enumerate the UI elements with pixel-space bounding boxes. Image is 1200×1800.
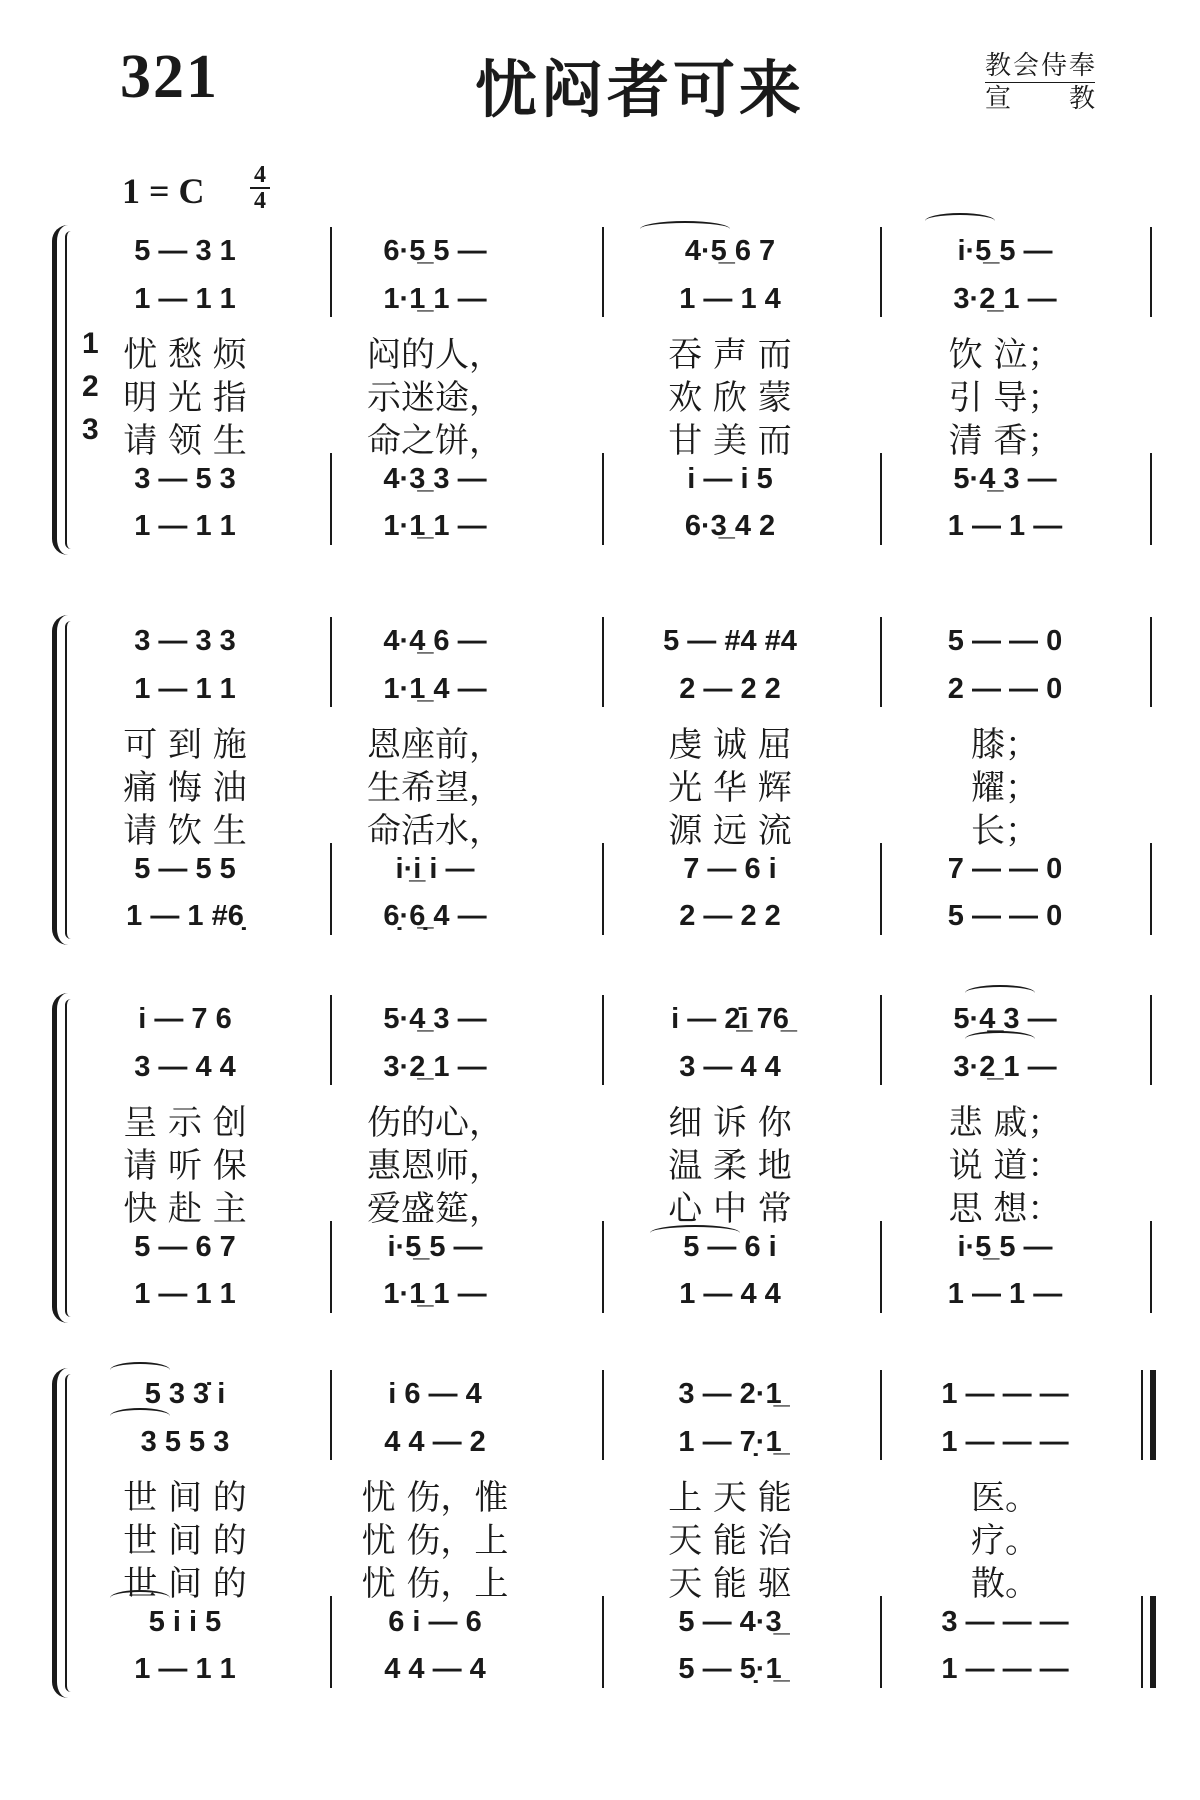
slur-mark bbox=[925, 213, 995, 229]
slur-mark bbox=[965, 1031, 1035, 1047]
notation-measure: 5 — — 0 bbox=[947, 900, 1063, 932]
notation-measure: 4 4 — 2 bbox=[384, 1426, 486, 1458]
hymn-number: 321 bbox=[120, 43, 219, 111]
notation-measure: 3 — 5 3 bbox=[134, 463, 236, 495]
barline bbox=[330, 227, 332, 317]
lyric-measure: 世 间 的 bbox=[123, 1478, 247, 1518]
lyric-measure: 医。 bbox=[971, 1478, 1039, 1518]
lyric-measure: 说 道： bbox=[948, 1146, 1062, 1186]
notation-measure: 6·5̲ 5 — bbox=[383, 235, 487, 267]
lyric-measure: 生希望， bbox=[367, 768, 503, 808]
time-signature bbox=[250, 163, 270, 213]
lyric-measure: 膝； bbox=[971, 725, 1039, 765]
barline bbox=[880, 843, 882, 935]
notation-measure: 1 — — — bbox=[941, 1426, 1069, 1458]
barline bbox=[1150, 1221, 1152, 1313]
lyric-measure: 甘 美 而 bbox=[668, 421, 792, 461]
final-barline-thin bbox=[1141, 1596, 1143, 1688]
notation-measure: 2 — — 0 bbox=[947, 673, 1063, 705]
time-signature-bottom: 4 bbox=[254, 188, 266, 214]
barline bbox=[602, 617, 604, 707]
notation-measure: 5 — #4 #4 bbox=[663, 625, 797, 657]
notation-measure: 3 — 2·1̲ bbox=[678, 1378, 782, 1410]
notation-measure: 4·4̲ 6 — bbox=[383, 625, 487, 657]
slur-mark bbox=[650, 1225, 740, 1241]
barline bbox=[330, 1221, 332, 1313]
credit-line: 教会侍奉 bbox=[985, 51, 1095, 81]
notation-measure: 5 3 3̇ i bbox=[144, 1378, 226, 1410]
system-brace bbox=[52, 225, 75, 555]
lyric-measure: 细 诉 你 bbox=[668, 1103, 792, 1143]
lyric-measure: 吞 声 而 bbox=[668, 335, 792, 375]
slur-mark bbox=[640, 221, 730, 237]
lyric-measure: 爱盛筵， bbox=[367, 1189, 503, 1229]
lyric-measure: 伤的心， bbox=[367, 1103, 503, 1143]
final-barline bbox=[1150, 1370, 1156, 1460]
system-brace bbox=[52, 993, 75, 1323]
lyric-measure: 源 远 流 bbox=[668, 811, 792, 851]
lyric-measure: 世 间 的 bbox=[123, 1521, 247, 1561]
lyric-measure: 光 华 辉 bbox=[668, 768, 792, 808]
notation-measure: 7 — 6 i bbox=[683, 853, 777, 885]
barline bbox=[1150, 995, 1152, 1085]
notation-measure: 1·1̲ 4 — bbox=[383, 673, 487, 705]
lyric-measure: 长； bbox=[971, 811, 1039, 851]
barline bbox=[1150, 617, 1152, 707]
notation-measure: i·5̲ 5 — bbox=[957, 235, 1053, 267]
notation-measure: 3·2̲ 1 — bbox=[953, 283, 1057, 315]
barline bbox=[880, 1221, 882, 1313]
barline bbox=[880, 453, 882, 545]
notation-measure: 1 — — — bbox=[941, 1378, 1069, 1410]
barline bbox=[330, 453, 332, 545]
barline bbox=[602, 227, 604, 317]
notation-measure: 4·3̲ 3 — bbox=[383, 463, 487, 495]
notation-measure: 1 — 1 4 bbox=[679, 283, 781, 315]
hymn-credits bbox=[985, 50, 1095, 115]
notation-measure: 5 — 3 1 bbox=[134, 235, 236, 267]
key-signature: 1 = C bbox=[122, 171, 205, 211]
lyric-measure: 命之饼， bbox=[367, 421, 503, 461]
notation-measure: 1 — 1 — bbox=[947, 510, 1063, 542]
notation-measure: 6̣·6̣̲ 4 — bbox=[383, 900, 487, 932]
notation-measure: 5·4̲ 3 — bbox=[953, 463, 1057, 495]
notation-measure: 6·3̲ 4 2 bbox=[684, 510, 776, 542]
lyric-measure: 清 香； bbox=[948, 421, 1062, 461]
notation-measure: 4·5̲ 6 7 bbox=[684, 235, 776, 267]
barline bbox=[330, 1370, 332, 1460]
system-brace bbox=[52, 615, 75, 945]
notation-measure: 1 — — — bbox=[941, 1653, 1069, 1685]
notation-measure: 1 — 1 1 bbox=[134, 1278, 236, 1310]
lyric-measure: 痛 悔 油 bbox=[123, 768, 247, 808]
barline bbox=[880, 227, 882, 317]
barline bbox=[602, 1370, 604, 1460]
notation-measure: 3 — 4 4 bbox=[134, 1051, 236, 1083]
time-signature-top: 4 bbox=[254, 162, 266, 188]
lyric-measure: 散。 bbox=[971, 1564, 1039, 1604]
slur-mark bbox=[110, 1362, 170, 1378]
barline bbox=[602, 995, 604, 1085]
lyric-measure: 悲 戚； bbox=[948, 1103, 1062, 1143]
notation-measure: 1 — 7̣·1̲ bbox=[678, 1426, 782, 1458]
lyric-measure: 请 饮 生 bbox=[123, 811, 247, 851]
barline bbox=[880, 995, 882, 1085]
lyric-measure: 上 天 能 bbox=[668, 1478, 792, 1518]
notation-measure: i·i̲ i — bbox=[395, 853, 475, 885]
notation-measure: 5 — 5̣·1̲ bbox=[678, 1653, 782, 1685]
final-barline bbox=[1150, 1596, 1156, 1688]
notation-measure: 1 — 1 — bbox=[947, 1278, 1063, 1310]
lyric-measure: 可 到 施 bbox=[123, 725, 247, 765]
barline bbox=[602, 843, 604, 935]
lyric-measure: 饮 泣； bbox=[948, 335, 1062, 375]
barline bbox=[330, 843, 332, 935]
notation-measure: 5 — — 0 bbox=[947, 625, 1063, 657]
slur-mark bbox=[110, 1590, 170, 1606]
lyric-measure: 忧 伤，惟 bbox=[361, 1478, 509, 1518]
lyric-measure: 忧 伤，上 bbox=[361, 1564, 509, 1604]
lyric-measure: 闷的人， bbox=[367, 335, 503, 375]
barline bbox=[330, 995, 332, 1085]
barline bbox=[1150, 227, 1152, 317]
barline bbox=[1150, 453, 1152, 545]
notation-measure: i·5̲ 5 — bbox=[957, 1231, 1053, 1263]
notation-measure: 5 — 6 7 bbox=[134, 1231, 236, 1263]
notation-measure: 1 — 1 1 bbox=[134, 283, 236, 315]
verse-number: 1 bbox=[82, 327, 99, 360]
notation-measure: 5 i i 5 bbox=[148, 1606, 222, 1638]
notation-measure: 5·4̲ 3 — bbox=[383, 1003, 487, 1035]
barline bbox=[602, 1596, 604, 1688]
lyric-measure: 欢 欣 蒙 bbox=[668, 378, 792, 418]
barline bbox=[880, 617, 882, 707]
notation-measure: 1 — 1 1 bbox=[134, 510, 236, 542]
credit-line: 宣 教 bbox=[985, 84, 1095, 114]
lyric-measure: 心 中 常 bbox=[668, 1189, 792, 1229]
notation-measure: 2 — 2 2 bbox=[679, 673, 781, 705]
notation-measure: 4 4 — 4 bbox=[384, 1653, 486, 1685]
lyric-measure: 命活水， bbox=[367, 811, 503, 851]
barline bbox=[602, 1221, 604, 1313]
notation-measure: 3 — 4 4 bbox=[679, 1051, 781, 1083]
notation-measure: 3·2̲ 1 — bbox=[953, 1051, 1057, 1083]
lyric-measure: 疗。 bbox=[971, 1521, 1039, 1561]
barline bbox=[1150, 843, 1152, 935]
lyric-measure: 天 能 驱 bbox=[668, 1564, 792, 1604]
lyric-measure: 快 赴 主 bbox=[123, 1189, 247, 1229]
notation-measure: 1 — 1 #6̣ bbox=[126, 900, 244, 932]
notation-measure: 3·2̲ 1 — bbox=[383, 1051, 487, 1083]
lyric-measure: 示迷途， bbox=[367, 378, 503, 418]
barline bbox=[880, 1596, 882, 1688]
notation-measure: 1 — 1 1 bbox=[134, 673, 236, 705]
notation-measure: 7 — — 0 bbox=[947, 853, 1063, 885]
lyric-measure: 温 柔 地 bbox=[668, 1146, 792, 1186]
notation-measure: i 6 — 4 bbox=[388, 1378, 482, 1410]
lyric-measure: 耀； bbox=[971, 768, 1039, 808]
notation-measure: i — 7 6 bbox=[138, 1003, 232, 1035]
notation-measure: 1 — 1 1 bbox=[134, 1653, 236, 1685]
verse-number: 2 bbox=[82, 370, 99, 403]
notation-measure: i·5̲ 5 — bbox=[387, 1231, 483, 1263]
lyric-measure: 忧 愁 烦 bbox=[123, 335, 247, 375]
notation-measure: 2 — 2 2 bbox=[679, 900, 781, 932]
notation-measure: 5 — 6 i bbox=[683, 1231, 777, 1263]
notation-measure: 1·1̲ 1 — bbox=[383, 510, 487, 542]
notation-measure: 1 — 4 4 bbox=[679, 1278, 781, 1310]
barline bbox=[602, 453, 604, 545]
lyric-measure: 忧 伤，上 bbox=[361, 1521, 509, 1561]
lyric-measure: 惠恩师， bbox=[367, 1146, 503, 1186]
barline bbox=[330, 1596, 332, 1688]
notation-measure: 1·1̲ 1 — bbox=[383, 283, 487, 315]
lyric-measure: 明 光 指 bbox=[123, 378, 247, 418]
notation-measure: 5 — 4·3̲ bbox=[678, 1606, 782, 1638]
notation-measure: 1·1̲ 1 — bbox=[383, 1278, 487, 1310]
lyric-measure: 思 想： bbox=[948, 1189, 1062, 1229]
notation-measure: 5·4̲ 3 — bbox=[953, 1003, 1057, 1035]
lyric-measure: 世 间 的 bbox=[123, 1564, 247, 1604]
barline bbox=[330, 617, 332, 707]
slur-mark bbox=[110, 1408, 170, 1424]
notation-measure: i — i 5 bbox=[687, 463, 773, 495]
system-brace bbox=[52, 1368, 75, 1698]
notation-measure: i — 2̇i̲ 76̲ bbox=[671, 1003, 789, 1035]
barline bbox=[880, 1370, 882, 1460]
notation-measure: 5 — 5 5 bbox=[134, 853, 236, 885]
lyric-measure: 引 导； bbox=[948, 378, 1062, 418]
hymn-header bbox=[0, 0, 1200, 140]
notation-measure: 3 — — — bbox=[941, 1606, 1069, 1638]
slur-mark bbox=[965, 985, 1035, 1001]
notation-measure: 3 5 5 3 bbox=[140, 1426, 230, 1458]
final-barline-thin bbox=[1141, 1370, 1143, 1460]
lyric-measure: 呈 示 创 bbox=[123, 1103, 247, 1143]
notation-measure: 3 — 3 3 bbox=[134, 625, 236, 657]
notation-measure: 6 i — 6 bbox=[388, 1606, 482, 1638]
lyric-measure: 恩座前， bbox=[367, 725, 503, 765]
lyric-measure: 天 能 治 bbox=[668, 1521, 792, 1561]
verse-number: 3 bbox=[82, 413, 99, 446]
hymn-title: 忧闷者可来 bbox=[475, 53, 806, 126]
lyric-measure: 请 听 保 bbox=[123, 1146, 247, 1186]
lyric-measure: 虔 诚 屈 bbox=[668, 725, 792, 765]
lyric-measure: 请 领 生 bbox=[123, 421, 247, 461]
